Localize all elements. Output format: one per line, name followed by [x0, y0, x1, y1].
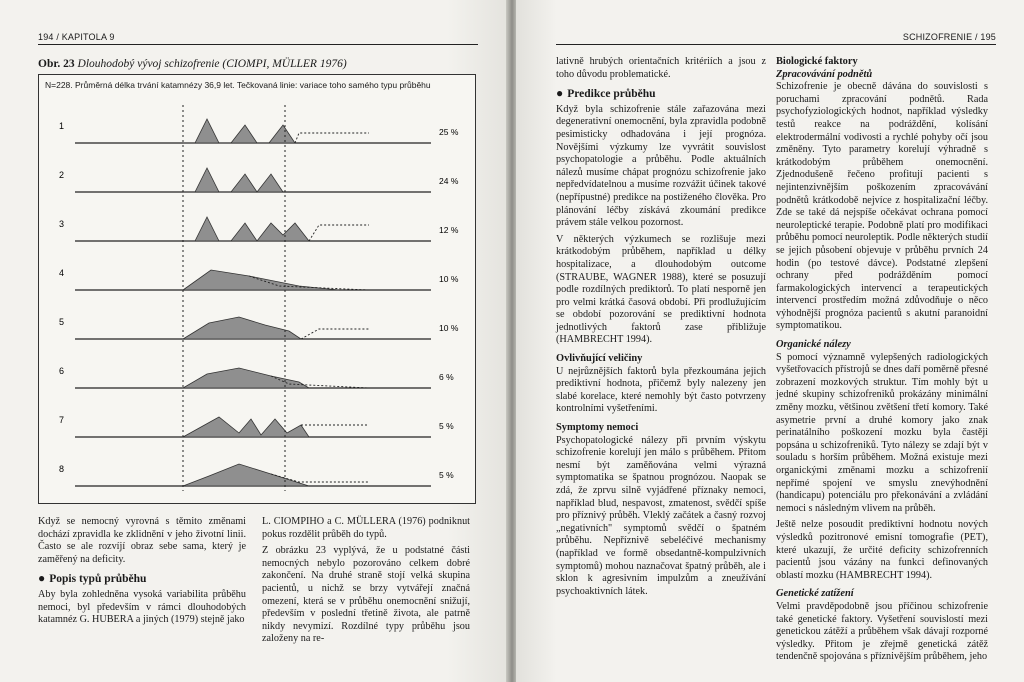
row-number: 3	[59, 219, 65, 229]
row-percentage: 12 %	[439, 225, 459, 235]
course-shape	[183, 368, 309, 388]
row-number: 6	[59, 366, 65, 376]
paragraph: S pomocí významně vylepšených radiologických vyšetřovacích přístrojů se dnes daří poměrně přesné zobrazení mozkových struktur. Tím mohly být u jedné skupiny schizofreniků prokázány minimální změny mozku, většinou zvětšení třetí komory. Také asymetrie první a druhé komory jako znak perinatálního poškození mozku byla častěji popsána u schizofreniků. Tyto nálezy se zdají být v souladu s horším průběhem. Možná existuje mezi organickými změnami mozku a schizofrenií nepřímé spojení ve smyslu znevýhodnění (handicapu) potenciálu pro překonávání a zvládání nemoci s následným vlivem na průběh.	[776, 351, 988, 514]
course-shape	[183, 417, 309, 437]
row-number: 1	[59, 121, 65, 131]
course-type-row	[59, 168, 459, 192]
left-column-2	[262, 516, 470, 650]
row-percentage: 5 %	[439, 421, 454, 431]
subsection-heading: Ovlivňující veličiny	[556, 353, 643, 365]
figure-label: Obr. 23	[38, 58, 75, 70]
variation-line	[301, 329, 369, 339]
paragraph: Z obrázku 23 vyplývá, že u podstatné části nemocných nebylo pozorováno celkem dobré zakončení. Na druhé straně stojí velká skupina pacientů, u nichž se brzy vytvářejí značná omezení, která se v průběhu onemocnění snižují, především v poslední třetině života, ale patrně nikdy nevymizí. Rozdílné typy průběhu jsou založeny na re-	[262, 545, 470, 645]
course-shape	[183, 464, 309, 486]
row-number: 4	[59, 268, 65, 278]
right-running-head: SCHIZOFRENIE / 195	[556, 32, 996, 45]
paragraph: Když byla schizofrenie stále zařazována mezi degenerativní onemocnění, byla zpravidla podobně pesimisticky odhadována i její prognóza. Novějšími výzkumy lze vyvrátit souvislost psychopatologie a průběhu. Podle aktuálních nálezů musíme chápat prognózu schizofrenie jako nepředvídatelnou a musíme rozvážit účinek takové (nepřípustné) predikce na postiženého člověka. Pro plánování léčby získává zkoumání predikce právem stále velkou pozornost.	[556, 103, 766, 229]
course-shape	[183, 317, 301, 339]
course-shape	[183, 168, 283, 192]
row-percentage: 5 %	[439, 470, 454, 480]
row-number: 8	[59, 464, 65, 474]
paragraph: L. CIOMPIHO a C. MÜLLERA (1976) podniknut pokus rozdělit průběh do typů.	[262, 516, 470, 540]
subsection-heading: Genetické zatížení	[776, 588, 854, 600]
left-page	[0, 0, 508, 682]
row-number: 2	[59, 170, 65, 180]
course-type-row	[59, 415, 454, 437]
variation-line	[295, 133, 369, 143]
course-types-diagram	[39, 75, 475, 503]
figure-caption	[38, 58, 347, 70]
paragraph: Aby byla zohledněna vysoká variabilita průběhu nemoci, byl především v rámci dlouhodobých katamnéz G. HUBERA a jiných (1979) stejně jako	[38, 588, 246, 626]
course-type-row	[59, 366, 454, 388]
row-number: 5	[59, 317, 65, 327]
right-page	[516, 0, 1024, 682]
course-type-row	[59, 317, 459, 339]
right-column-1	[556, 56, 766, 602]
right-column-2	[776, 56, 988, 668]
course-types-figure	[38, 74, 476, 504]
paragraph: U nejrůznějších faktorů byla přezkoumána jejich prediktivní hodnota, přičemž byly nalezeny jen slabé korelace, které nemohly být často potvrzeny kontrolními vyšetřeními.	[556, 365, 766, 415]
course-type-row	[59, 217, 459, 241]
subsection-heading: Biologické faktory	[776, 56, 858, 67]
course-shape	[183, 217, 309, 241]
row-percentage: 25 %	[439, 127, 459, 137]
section-heading: ● Popis typů průběhu	[38, 571, 147, 586]
row-percentage: 24 %	[439, 176, 459, 186]
row-percentage: 10 %	[439, 323, 459, 333]
bullet-icon: ●	[556, 86, 564, 101]
section-heading: ● Predikce průběhu	[556, 86, 656, 101]
subsection-heading: Symptomy nemoci	[556, 422, 639, 434]
row-percentage: 10 %	[439, 274, 459, 284]
figure-note: N=228. Průměrná délka trvání katamnézy 36,9 let. Tečkovaná linie: variace toho samého typu průběhu	[45, 80, 431, 90]
paragraph: V některých výzkumech se rozlišuje mezi krátkodobým průběhem, například u délky hospitalizace, a dlouhodobým outcome (STRAUBE, WAGNER 1988), které se posuzují podle rozdílných prediktorů. To platí nesporně jen pro velmi krátká časová období. Při prodlužujícím se období pozorování se prediktivní hodnota jednotlivých faktorů zase přibližuje (HAMBRECHT 1994).	[556, 233, 766, 346]
paragraph: Psychopatologické nálezy při prvním výskytu schizofrenie korelují jen málo s průběhem. Přitom nesmí být zaměňována velmi výrazná symptomatika se špatnou prognózou. Naopak se zdá, že zprvu silně vyjádřené příznaky nemoci, například blud, nespavost, zmatenost, svědčí spíše pro příznivý průběh. Vleklý začátek a časný rozvoj „negativních" symptomů svědčí o špatném průběhu. Nepříznivě sebeléčivé mechanismy (například ve formě obsedantně-kompulzivních symptomů) mohou naznačovat špatný průběh, ale i sklon k agresivním impulzům a zneužívání psychoaktivních látek.	[556, 434, 766, 597]
course-shape	[183, 119, 295, 143]
row-number: 7	[59, 415, 65, 425]
course-type-row	[59, 268, 459, 290]
course-type-row	[59, 119, 459, 143]
course-type-row	[59, 464, 454, 486]
subsection-heading: Organické nálezy	[776, 339, 851, 351]
figure-title: Dlouhodobý vývoj schizofrenie (CIOMPI, MÜLLER 1976)	[77, 58, 347, 70]
row-percentage: 6 %	[439, 372, 454, 382]
paragraph: Velmi pravděpodobně jsou příčinou schizofrenie také genetické faktory. Vyšetření souvislostí mezi genetickou zátěží a průběhem však dávají rozporné výsledky. Přitom je zřejmě genetická zátěž tendenčně spojována s příznivějším průběhem, jeho	[776, 600, 988, 663]
bullet-icon: ●	[38, 571, 46, 586]
variation-line	[309, 225, 369, 241]
paragraph: Ještě nelze posoudit prediktivní hodnotu nových výsledků pozitronové emisní tomografie (PET), které ukazují, že určité deficity schizofrenních pacientů jsou vázány na funkci definovaných oblastí mozku (HAMBRECHT 1994).	[776, 519, 988, 581]
paragraph: Když se nemocný vyrovná s těmito změnami dochází zpravidla ke zklidnění v jeho životní linii. Často se ale rozvíjí obraz sebe sama, který je zaměřený na deficity.	[38, 516, 246, 565]
left-column-1	[38, 516, 246, 631]
paragraph: lativně hrubých orientačních kritériích a jsou z toho důvodu problematické.	[556, 56, 766, 80]
left-running-head: 194 / KAPITOLA 9	[38, 32, 478, 45]
subsection-heading: Zpracovávání podnětů	[776, 68, 873, 80]
paragraph: Schizofrenie je obecně dávána do souvislosti s poruchami zpracování podnětů. Rada psychofyziologických hodnot, například výsledky testů reakce na podráždění, kolísání elektrodermální vodivosti a rychlé pohyby očí jsou změněny. Tyto parametry korelují výhradně s krátkodobým průběhem onemocnění. Zjednodušeně řečeno profitují pacienti s nejintenzivnějším poškozením zpracovávání podnětů krátkodobě nejvíce z hospitalizační léčby. Zde se také dá nejspíše očekávat ochrana pomocí neuroleptické terapie. Podobně platí pro modifikaci průběhu pomocí neuroleptik. Podle některých studií se jejich působení objevuje v průběhu prvních 24 hodin (po testové dávce). Podstatné zlepšení ochrany před podrážděním pomocí farmakologických intervencí a terapeutických intervencí prostředím možná zdůvodňuje o něco výhodnější prognóza pacientů s akutní paranoidní symptomatikou.	[776, 81, 988, 332]
